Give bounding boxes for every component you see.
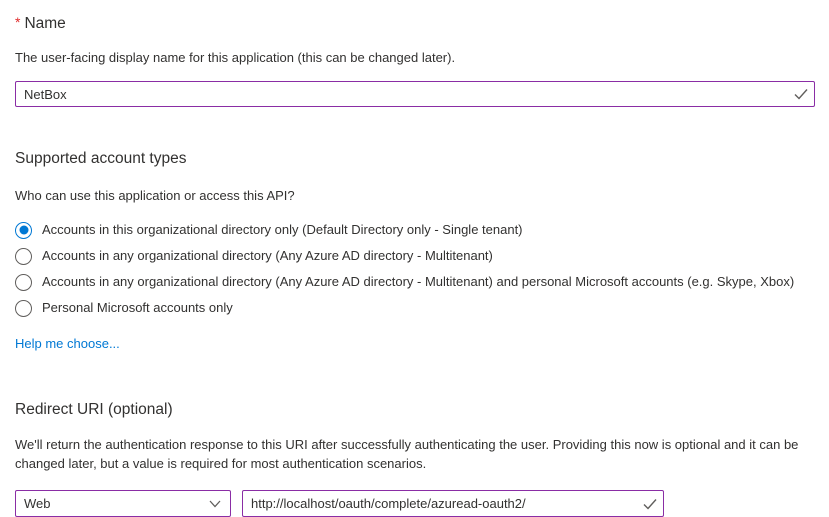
- name-section: [15, 12, 815, 107]
- chevron-down-icon: [209, 500, 221, 508]
- radio-option-label: Personal Microsoft accounts only: [42, 300, 233, 315]
- redirect-uri-title: Redirect URI (optional): [15, 401, 173, 418]
- radio-button-icon[interactable]: [15, 300, 32, 317]
- radio-option-label: Accounts in any organizational directory (Any Azure AD directory - Multitenant) and personal Microsoft accounts (e.g. Skype, Xbox): [42, 274, 795, 289]
- radio-option-personal-only[interactable]: [15, 295, 815, 321]
- radio-option-multitenant[interactable]: [15, 243, 815, 269]
- platform-select[interactable]: [15, 490, 231, 517]
- redirect-uri-row: [15, 490, 815, 517]
- help-me-choose-link[interactable]: Help me choose...: [15, 336, 120, 351]
- account-types-question: Who can use this application or access this API?: [15, 188, 295, 203]
- radio-button-icon[interactable]: [15, 222, 32, 239]
- name-input[interactable]: [15, 81, 815, 107]
- name-section-title: [15, 12, 815, 34]
- required-asterisk: *: [15, 14, 21, 30]
- redirect-uri-input[interactable]: [242, 490, 664, 517]
- account-types-radio-group: [15, 217, 815, 321]
- radio-option-label: Accounts in any organizational directory (Any Azure AD directory - Multitenant): [42, 248, 493, 263]
- redirect-uri-section: [15, 400, 815, 517]
- redirect-uri-description: We'll return the authentication response to this URI after successfully authenticating the user. Providing this now is optional and it can be changed later, but a value is required for most authentication scenarios.: [15, 437, 799, 471]
- name-field-wrap: [15, 81, 815, 107]
- name-title-text: Name: [24, 15, 66, 32]
- platform-select-value: Web: [24, 496, 51, 511]
- account-types-title: Supported account types: [15, 150, 187, 167]
- radio-option-label: Accounts in this organizational directory only (Default Directory only - Single tenant): [42, 222, 523, 237]
- radio-button-icon[interactable]: [15, 274, 32, 291]
- radio-button-icon[interactable]: [15, 248, 32, 265]
- name-description: The user-facing display name for this application (this can be changed later).: [15, 50, 456, 65]
- radio-option-single-tenant[interactable]: [15, 217, 815, 243]
- uri-field-wrap: [242, 490, 664, 517]
- radio-option-multitenant-personal[interactable]: [15, 269, 815, 295]
- account-types-section: [15, 149, 815, 353]
